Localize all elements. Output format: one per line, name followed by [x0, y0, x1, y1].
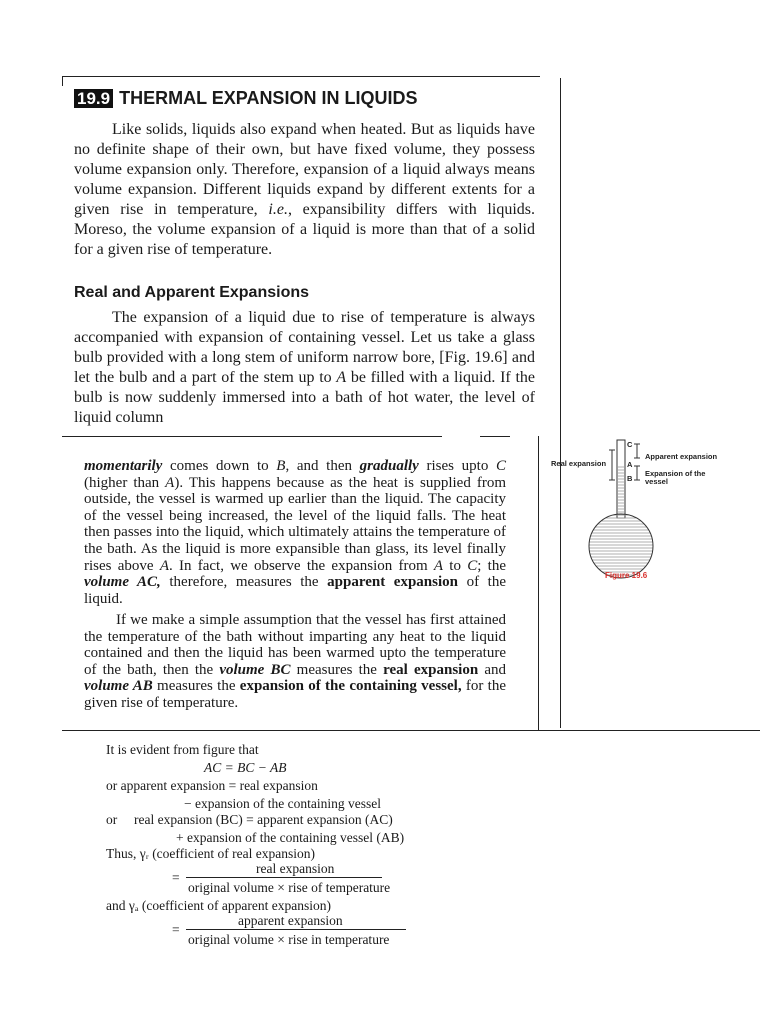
- real-apparent-paragraph: The expansion of a liquid due to rise of temperature is always accompanied with expansion of containing vessel. Let us take a glass bulb provided with a long stem of uniform narrow bore, [Fig. 19.6] and let the bulb and a part of the stem up to A be filled with a liquid. If the bulb is now suddenly immersed into a bath of hot water, the level of liquid column: [74, 309, 535, 426]
- eq-real: real expansion (BC) = apparent expansion (AC): [134, 812, 393, 827]
- label-point-b: B: [627, 474, 633, 483]
- label-point-a: A: [627, 460, 633, 469]
- eq-vessel-plus: + expansion of the containing vessel (AB): [176, 830, 405, 845]
- figure-caption: Figure 19.6: [605, 571, 648, 580]
- frame-mid-right: [480, 436, 510, 437]
- intro-paragraph: Like solids, liquids also expand when heated. But as liquids have no definite shape of their own, but have fixed volume, they possess volume expansion only. Therefore, expansion of a liquid always means volume expansion. Different liquids expand by different extents for a given rise in temperature, i.e., expansibility differs with liquids. Moreso, the volume expansion of a liquid is more than that of a solid for a given rise of temperature.: [74, 121, 535, 258]
- frame-left-tick: [62, 76, 63, 86]
- eq-ac: AC = BC − AB: [204, 760, 287, 775]
- eq-gamma-r: Thus, γᵣ (coefficient of real expansion): [106, 846, 315, 861]
- label-vessel-expansion-1: Expansion of the: [645, 469, 706, 478]
- section-heading: [74, 88, 417, 109]
- label-vessel-expansion-2: vessel: [645, 477, 668, 486]
- glass-bulb: [589, 514, 653, 578]
- assumption-paragraph: If we make a simple assumption that the vessel has first attained the temperature of the bath without imparting any heat to the liquid contained and then the liquid has been warmed upto the temperature of the bath, then the volume BC measures the real expansion and volume AB measures the expansion of the containing vessel, for the given rise of temperature.: [84, 612, 506, 711]
- figure-19-6: [545, 436, 755, 596]
- eq-gamma-r-equals: =: [172, 870, 180, 885]
- eq-apparent: or apparent expansion = real expansion: [106, 778, 318, 793]
- subsection-title: Real and Apparent Expansions: [74, 284, 310, 301]
- eq-gamma-a-denominator: original volume × rise in temperature: [188, 932, 390, 947]
- frame-fig-divider: [538, 436, 539, 730]
- frame-top-line: [62, 76, 540, 77]
- eq-gamma-r-fraction-line: [186, 877, 382, 878]
- frame-right-line: [560, 78, 561, 728]
- eq-intro: It is evident from figure that: [106, 742, 259, 757]
- stem-liquid: [618, 466, 624, 518]
- eq-gamma-a-equals: =: [172, 922, 180, 937]
- eq-gamma-a-fraction-line: [186, 929, 406, 930]
- label-real-expansion: Real expansion: [551, 459, 607, 468]
- section-number: 19.9: [74, 89, 113, 108]
- eq-gamma-r-numerator: real expansion: [256, 861, 335, 876]
- continuation-paragraph: momentarily comes down to B, and then gradually rises upto C (higher than A). This happens because as the heat is supplied from outside, the vessel is warmed up earlier than the liquid. The capacity of the vessel being increased, the level of the liquid falls. The heat then passes into the liquid, which ultimately attains the temperature of the bath. As the liquid is more expansible than glass, its level finally rises above A. In fact, we observe the expansion from A to C; the volume AC, therefore, measures the apparent expansion of the liquid.: [84, 458, 507, 607]
- label-point-c: C: [627, 440, 633, 449]
- eq-or: or: [106, 812, 118, 827]
- eq-vessel-term: − expansion of the containing vessel: [184, 796, 381, 811]
- eq-gamma-a-numerator: apparent expansion: [238, 913, 343, 928]
- eq-gamma-r-denominator: original volume × rise of temperature: [188, 880, 391, 895]
- frame-bottom-line: [62, 730, 760, 731]
- eq-gamma-a: and γₐ (coefficient of apparent expansion): [106, 898, 331, 913]
- section-title: THERMAL EXPANSION IN LIQUIDS: [119, 88, 418, 108]
- frame-mid-line: [62, 436, 442, 437]
- label-apparent-expansion: Apparent expansion: [645, 452, 718, 461]
